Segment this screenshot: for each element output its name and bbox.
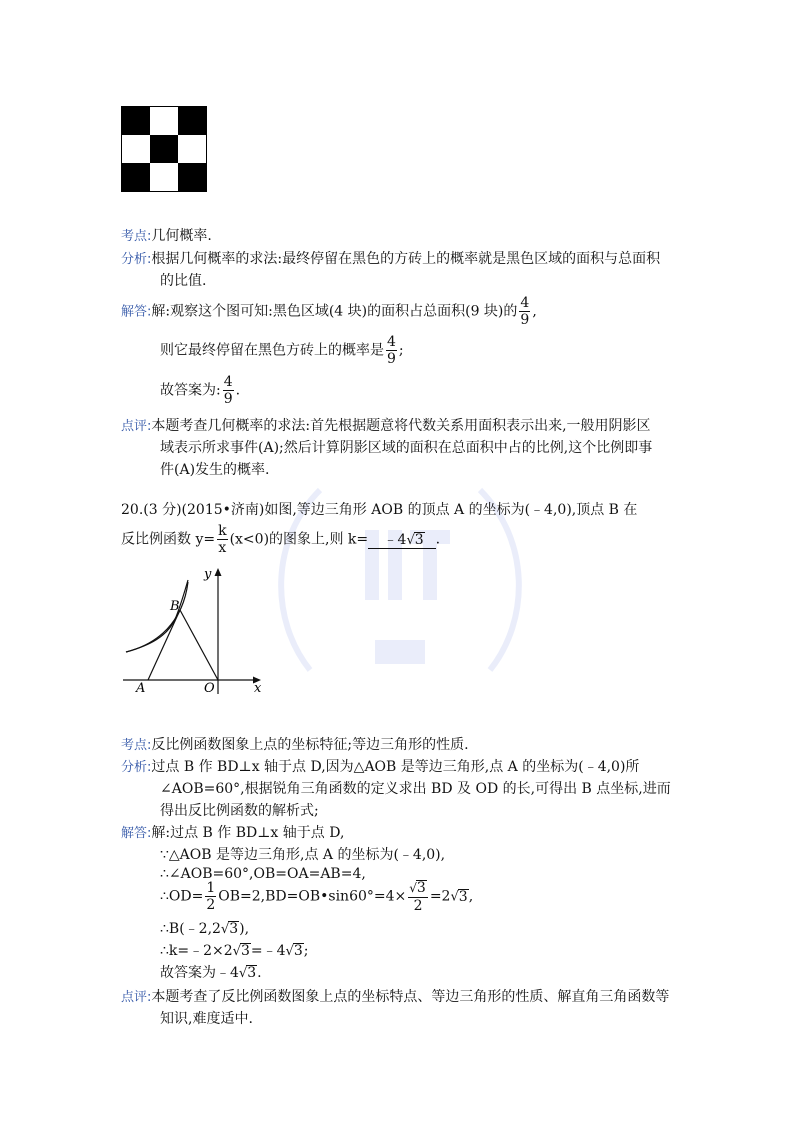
q19-kaodian xyxy=(121,225,212,245)
label-jieda: 解答: xyxy=(121,826,152,841)
q19-fenxi xyxy=(121,248,660,268)
q20-jieda-line7: 故答案为﹣4√3. xyxy=(160,965,262,981)
board-cell-black xyxy=(178,107,206,135)
q19-dianping-line3: 件(A)发生的概率. xyxy=(160,462,270,478)
q20-fenxi-line2: ∠AOB=60°,根据锐角三角函数的定义求出 BD 及 OD 的长,可得出 B 点坐标,进而 xyxy=(160,781,671,797)
dianping-text: 本题考查几何概率的求法:首先根据题意将代数关系用面积表示出来,一般用阴影区 xyxy=(151,418,651,434)
q20-jieda-line6: ∴k=﹣2×2√3=﹣4√3; xyxy=(160,943,309,959)
q20-kaodian xyxy=(121,734,469,754)
label-jieda: 解答: xyxy=(121,304,152,320)
label-x: x xyxy=(254,681,262,696)
q20-stem-line1: 20.(3 分)(2015•济南)如图,等边三角形 AOB 的顶点 A 的坐标为(﹣4,0),顶点 B 在 xyxy=(121,502,638,518)
fraction: $\frac{4}{9}$ xyxy=(223,374,233,407)
q20-dianping-line2: 知识,难度适中. xyxy=(160,1011,253,1027)
q20-dianping xyxy=(121,986,669,1006)
q20-jieda xyxy=(121,822,344,842)
fenxi-text: 过点 B 作 BD⊥x 轴于点 D,因为△AOB 是等边三角形,点 A 的坐标为(﹣4,0)所 xyxy=(151,759,640,775)
q20-jieda-line4: ∴OD= $\frac{1}{2}$ OB=2,BD=OB•sin60°=4× $\frac{√3}{2}$ =2√3, xyxy=(160,880,474,915)
q19-jieda: 解答:解:观察这个图可知:黑色区域(4 块)的面积占总面积(9 块)的 $\frac{4}{9}$ , xyxy=(121,295,537,328)
q20-stem-line2: 反比例函数 y= $\frac{k}{x}$ (x<0)的图象上,则 k= ﹣4√3 . xyxy=(121,523,441,556)
fraction-one-half: $\frac{1}{2}$ xyxy=(206,880,216,914)
q20-jieda-line5: ∴B(﹣2,2√3), xyxy=(160,921,250,937)
label-y: y xyxy=(204,567,212,582)
q20-fenxi xyxy=(121,756,639,776)
label-kaodian: 考点: xyxy=(121,738,152,753)
label-fenxi: 分析: xyxy=(121,760,152,775)
fraction: $\frac{4}{9}$ xyxy=(520,295,530,328)
label-kaodian: 考点: xyxy=(121,229,152,244)
fenxi-text: 根据几何概率的求法:最终停留在黑色的方砖上的概率就是黑色区域的面积与总面积 xyxy=(151,251,661,267)
q19-fenxi-line2: 的比值. xyxy=(160,273,207,289)
q19-jieda-line2: 则它最终停留在黑色方砖上的概率是 $\frac{4}{9}$ ; xyxy=(160,334,404,367)
label-O: O xyxy=(204,681,215,696)
answer-blank: ﹣4√3 xyxy=(368,532,435,549)
label-dianping: 点评: xyxy=(121,419,152,434)
board-cell-black xyxy=(122,163,150,191)
q19-dianping xyxy=(121,415,651,435)
fraction-k-over-x: $\frac{k}{x}$ xyxy=(218,523,227,556)
q19-dianping-line2: 域表示所求事件(A);然后计算阴影区域的面积在总面积中占的比例,这个比例即事 xyxy=(160,440,653,456)
board-cell-black xyxy=(150,135,178,163)
hyperbola-triangle-figure xyxy=(118,562,268,697)
jieda-text: 解:过点 B 作 BD⊥x 轴于点 D, xyxy=(151,825,345,841)
fraction: $\frac{4}{9}$ xyxy=(387,334,396,367)
label-fenxi: 分析: xyxy=(121,252,152,267)
q19-jieda-line3: 故答案为: $\frac{4}{9}$ . xyxy=(160,374,241,407)
q20-jieda-line3: ∴∠AOB=60°,OB=OA=AB=4, xyxy=(160,866,366,882)
label-A: A xyxy=(136,681,146,696)
label-dianping: 点评: xyxy=(121,990,152,1005)
label-B: B xyxy=(170,599,180,614)
fraction-root3-over-2: $\frac{√3}{2}$ xyxy=(409,880,426,915)
jieda-text: 解:观察这个图可知:黑色区域(4 块)的面积占总面积(9 块)的 xyxy=(151,303,518,320)
q20-jieda-line2: ∵△AOB 是等边三角形,点 A 的坐标为(﹣4,0), xyxy=(160,847,446,863)
q20-fenxi-line3: 得出反比例函数的解析式; xyxy=(160,803,319,819)
board-cell-black xyxy=(178,163,206,191)
board-cell-black xyxy=(122,107,150,135)
kaodian-text: 几何概率. xyxy=(151,228,212,244)
dianping-text: 本题考查了反比例函数图象上点的坐标特点、等边三角形的性质、解直角三角函数等 xyxy=(151,989,670,1005)
checkerboard-figure xyxy=(121,106,207,192)
kaodian-text: 反比例函数图象上点的坐标特征;等边三角形的性质. xyxy=(151,737,469,753)
